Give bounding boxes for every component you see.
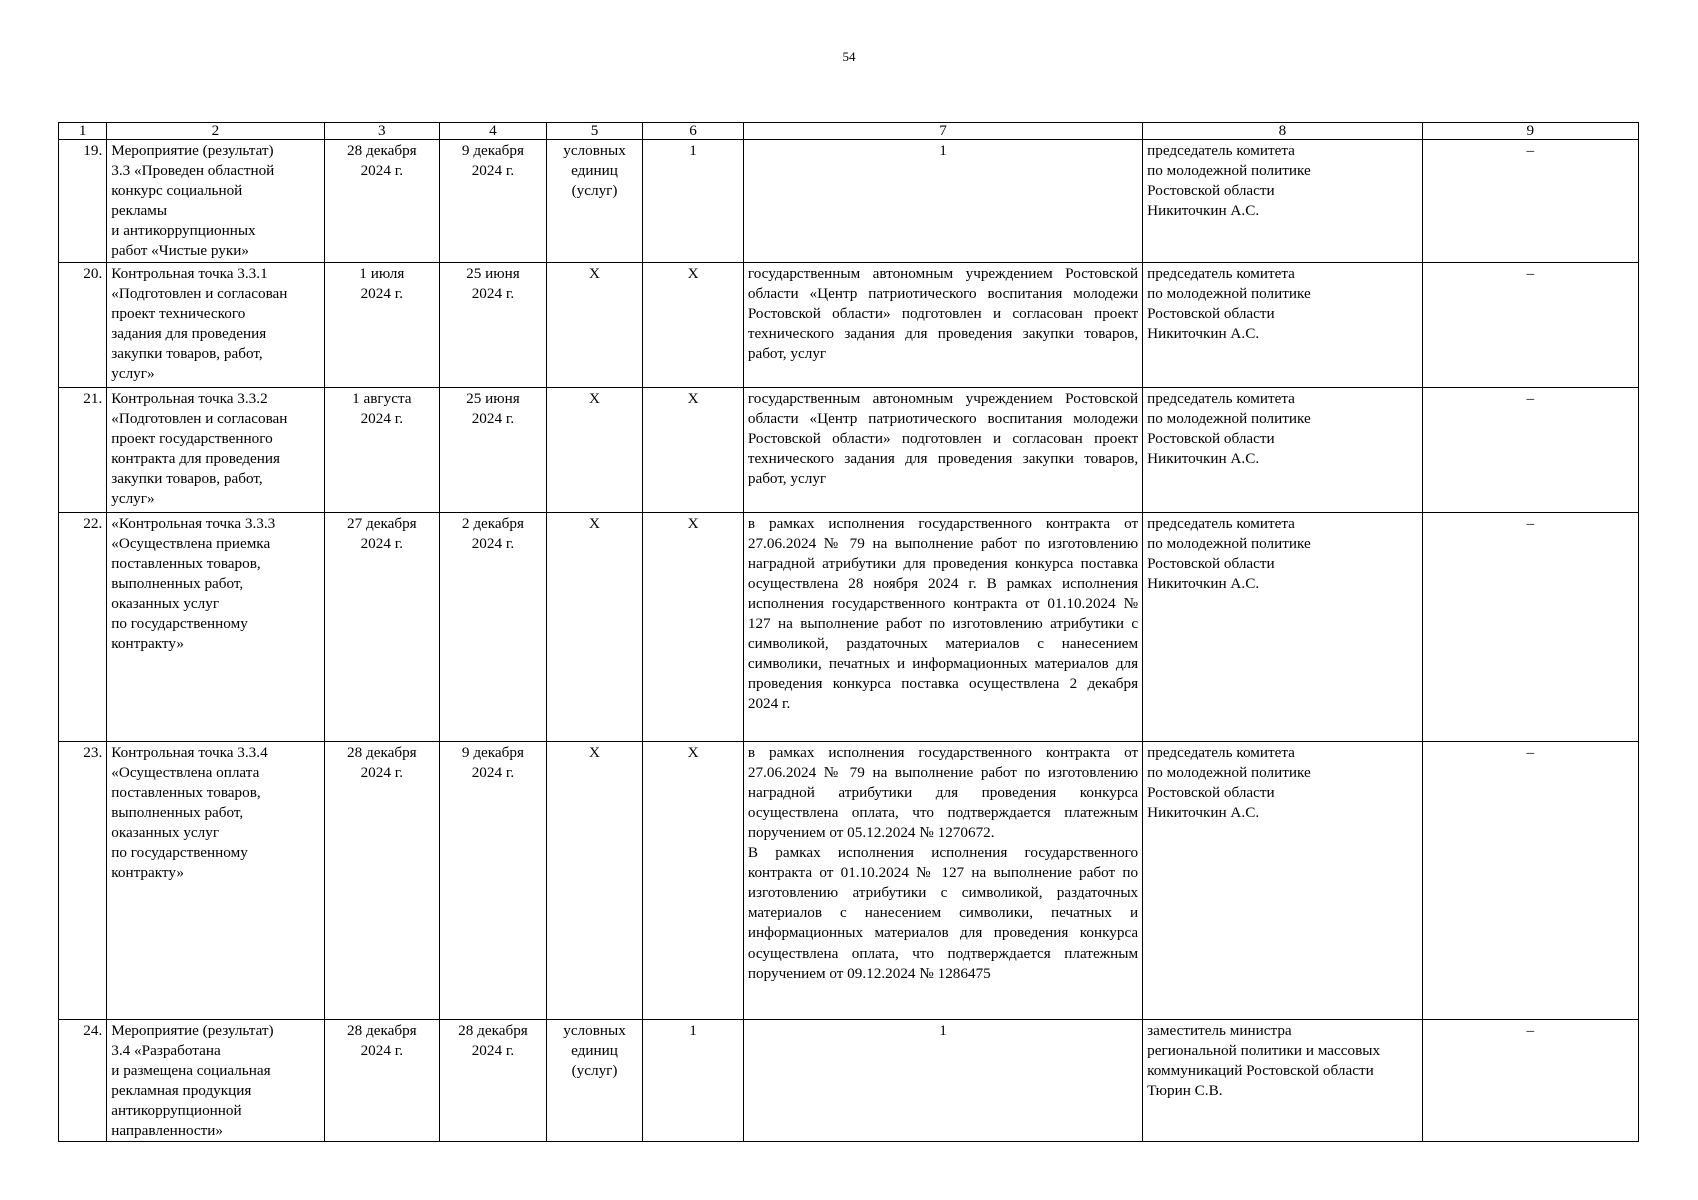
actual-value: государственным автономным учреждением Ростовской области «Центр патриотического воспитания молодежи Ростовской области» подготовлен и согласован проект технического задания для проведения закупки товаров, работ, услуг [743,262,1142,387]
column-header: 6 [643,123,744,140]
note: – [1422,262,1638,387]
actual-date: 25 июня 2024 г. [440,262,547,387]
unit-of-measure: условных единиц (услуг) [546,1019,643,1142]
planned-date: 28 декабря 2024 г. [324,1019,440,1142]
unit-of-measure: X [546,512,643,741]
column-header: 2 [107,123,324,140]
event-name: Мероприятие (результат) 3.3 «Проведен областной конкурс социальной рекламы и антикоррупционных работ «Чистые руки» [107,140,324,263]
column-header: 9 [1422,123,1638,140]
table-header-row [59,123,1639,140]
event-name: «Контрольная точка 3.3.3 «Осуществлена приемка поставленных товаров, выполненных работ, оказанных услуг по государственному контракту» [107,512,324,741]
event-name: Мероприятие (результат) 3.4 «Разработана и размещена социальная рекламная продукция антикоррупционной направленности» [107,1019,324,1142]
actual-date: 28 декабря 2024 г. [440,1019,547,1142]
column-header: 4 [440,123,547,140]
actual-date: 25 июня 2024 г. [440,387,547,512]
note: – [1422,140,1638,263]
planned-date: 27 декабря 2024 г. [324,512,440,741]
planned-date: 28 декабря 2024 г. [324,140,440,263]
actual-value [743,741,1142,1019]
actual-value: 1 [743,140,1142,263]
page-number: 54 [842,49,856,64]
responsible-person: председатель комитета по молодежной политике Ростовской области Никиточкин А.С. [1143,140,1423,263]
responsible-person: председатель комитета по молодежной политике Ростовской области Никиточкин А.С. [1143,741,1423,1019]
table-row [59,1019,1639,1142]
actual-value-paragraph: в рамках исполнения государственного контракта от 27.06.2024 № 79 на выполнение работ по изготовлению наградной атрибутики для проведения конкурса осуществлена оплата, что подтверждается платежным поручением от 05.12.2024 № 1270672. [747,743,1139,841]
responsible-person: председатель комитета по молодежной политике Ростовской области Никиточкин А.С. [1143,262,1423,387]
row-number: 20. [59,262,107,387]
actual-value-paragraph: В рамках исполнения исполнения государственного контракта от 01.10.2024 № 127 на выполнение работ по изготовлению атрибутики с символикой, раздаточных материалов с нанесением символики, печатных и информационных материалов для проведения конкурса осуществлена оплата, что подтверждается платежным поручением от 09.12.2024 № 1286475 [747,844,1139,982]
note: – [1422,1019,1638,1142]
report-table [58,122,1639,1142]
unit-of-measure: X [546,387,643,512]
row-number: 22. [59,512,107,741]
event-name: Контрольная точка 3.3.4 «Осуществлена оплата поставленных товаров, выполненных работ, оказанных услуг по государственному контракту» [107,741,324,1019]
planned-value: 1 [643,1019,744,1142]
row-number: 19. [59,140,107,263]
unit-of-measure: условных единиц (услуг) [546,140,643,263]
responsible-person: председатель комитета по молодежной политике Ростовской области Никиточкин А.С. [1143,512,1423,741]
table-row [59,262,1639,387]
planned-date: 28 декабря 2024 г. [324,741,440,1019]
event-name: Контрольная точка 3.3.1 «Подготовлен и согласован проект технического задания для проведения закупки товаров, работ, услуг» [107,262,324,387]
column-header: 8 [1143,123,1423,140]
table-row [59,512,1639,741]
planned-value: 1 [643,140,744,263]
table-row [59,741,1639,1019]
row-number: 21. [59,387,107,512]
actual-date: 2 декабря 2024 г. [440,512,547,741]
unit-of-measure: X [546,741,643,1019]
table-row [59,140,1639,263]
note: – [1422,387,1638,512]
planned-value: X [643,512,744,741]
actual-value: в рамках исполнения государственного контракта от 27.06.2024 № 79 на выполнение работ по изготовлению наградной атрибутики для проведения конкурса поставка осуществлена 28 ноября 2024 г. В рамках исполнения исполнения государственного контракта от 01.10.2024 № 127 на выполнение работ по изготовлению атрибутики с символикой, раздаточных материалов с нанесением символики, печатных и информационных материалов для проведения конкурса поставка осуществлена 2 декабря 2024 г. [743,512,1142,741]
planned-value: X [643,387,744,512]
actual-value: 1 [743,1019,1142,1142]
column-header: 7 [743,123,1142,140]
row-number: 24. [59,1019,107,1142]
note: – [1422,512,1638,741]
table-row [59,387,1639,512]
row-number: 23. [59,741,107,1019]
planned-date: 1 июля 2024 г. [324,262,440,387]
unit-of-measure: X [546,262,643,387]
actual-date: 9 декабря 2024 г. [440,140,547,263]
actual-value: государственным автономным учреждением Ростовской области «Центр патриотического воспитания молодежи Ростовской области» подготовлен и согласован проект технического задания для проведения закупки товаров, работ, услуг [743,387,1142,512]
event-name: Контрольная точка 3.3.2 «Подготовлен и согласован проект государственного контракта для проведения закупки товаров, работ, услуг» [107,387,324,512]
planned-date: 1 августа 2024 г. [324,387,440,512]
responsible-person: председатель комитета по молодежной политике Ростовской области Никиточкин А.С. [1143,387,1423,512]
responsible-person: заместитель министра региональной политики и массовых коммуникаций Ростовской области Тюрин С.В. [1143,1019,1423,1142]
column-header: 3 [324,123,440,140]
column-header: 1 [59,123,107,140]
actual-date: 9 декабря 2024 г. [440,741,547,1019]
planned-value: X [643,741,744,1019]
note: – [1422,741,1638,1019]
planned-value: X [643,262,744,387]
column-header: 5 [546,123,643,140]
